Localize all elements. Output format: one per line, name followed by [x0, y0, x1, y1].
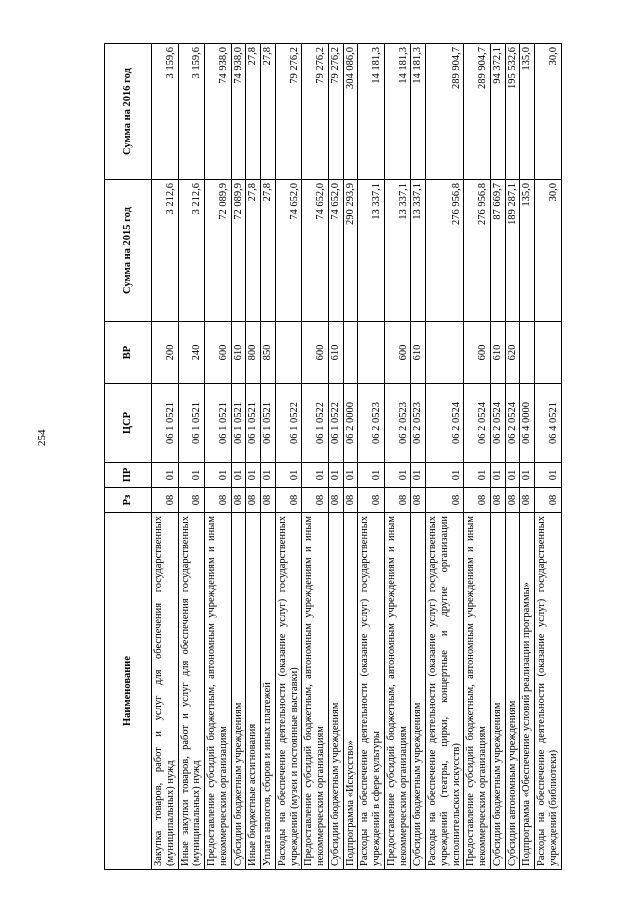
cell-csr: 06 1 0521 [231, 384, 246, 463]
cell-vr: 600 [302, 322, 329, 384]
cell-sum-2015: 74 652,0 [302, 180, 329, 322]
cell-vr [520, 322, 535, 384]
cell-rz: 08 [411, 488, 426, 513]
budget-table [104, 43, 562, 870]
cell-vr: 610 [231, 322, 246, 384]
cell-sum-2016: 3 159,6 [152, 44, 179, 180]
cell-rz: 08 [464, 488, 491, 513]
cell-rz: 08 [231, 488, 246, 513]
cell-csr: 06 2 0524 [426, 384, 464, 463]
table-row [231, 44, 246, 870]
cell-vr: 240 [178, 322, 205, 384]
cell-sum-2015: 3 212,6 [178, 180, 205, 322]
cell-csr: 06 1 0521 [261, 384, 276, 463]
table-row [464, 44, 491, 870]
cell-sum-2016: 195 532,6 [505, 44, 520, 180]
cell-sum-2016: 289 904,7 [464, 44, 491, 180]
cell-rz: 08 [302, 488, 329, 513]
cell-vr: 800 [246, 322, 261, 384]
cell-pr: 01 [426, 463, 464, 488]
cell-sum-2015: 135,0 [520, 180, 535, 322]
cell-csr: 06 1 0521 [178, 384, 205, 463]
cell-csr: 06 2 0524 [464, 384, 491, 463]
cell-sum-2015: 13 337,1 [384, 180, 411, 322]
table-row [152, 44, 179, 870]
cell-csr: 06 4 0521 [535, 384, 562, 463]
cell-pr: 01 [246, 463, 261, 488]
cell-name: Субсидии бюджетным учреждениям [328, 513, 343, 870]
table-row [535, 44, 562, 870]
table-row [343, 44, 358, 870]
cell-rz: 08 [261, 488, 276, 513]
table-row [302, 44, 329, 870]
cell-sum-2016: 14 181,3 [411, 44, 426, 180]
budget-table-container [104, 44, 576, 870]
cell-pr: 01 [178, 463, 205, 488]
cell-csr: 06 2 0000 [343, 384, 358, 463]
cell-sum-2016: 135,0 [520, 44, 535, 180]
cell-vr [358, 322, 385, 384]
cell-sum-2016: 3 159,6 [178, 44, 205, 180]
cell-sum-2016: 304 086,0 [343, 44, 358, 180]
cell-vr: 600 [205, 322, 232, 384]
cell-csr: 06 1 0521 [205, 384, 232, 463]
cell-rz: 08 [384, 488, 411, 513]
cell-rz: 08 [520, 488, 535, 513]
header-csr: ЦСР [105, 384, 152, 463]
cell-pr: 01 [343, 463, 358, 488]
header-pr: ПР [105, 463, 152, 488]
cell-sum-2016: 30,0 [535, 44, 562, 180]
header-rz: Рз [105, 488, 152, 513]
cell-sum-2015: 276 956,8 [426, 180, 464, 322]
cell-sum-2016: 27,8 [261, 44, 276, 180]
cell-pr: 01 [384, 463, 411, 488]
cell-name: Предоставление субсидий бюджетным, автономным учреждениям и иным некоммерческим организациям [384, 513, 411, 870]
cell-name: Подпрограмма «Искусство» [343, 513, 358, 870]
cell-name: Подпрограмма «Обеспечение условий реализации программы» [520, 513, 535, 870]
cell-csr: 06 2 0523 [358, 384, 385, 463]
cell-sum-2016: 14 181,3 [384, 44, 411, 180]
cell-vr: 610 [411, 322, 426, 384]
cell-vr [343, 322, 358, 384]
cell-sum-2015: 87 669,7 [490, 180, 505, 322]
cell-rz: 08 [343, 488, 358, 513]
cell-rz: 08 [426, 488, 464, 513]
header-name: Наименование [105, 513, 152, 870]
cell-vr: 850 [261, 322, 276, 384]
cell-pr: 01 [302, 463, 329, 488]
cell-sum-2016: 74 938,0 [231, 44, 246, 180]
table-row [246, 44, 261, 870]
cell-pr: 01 [490, 463, 505, 488]
cell-name: Уплата налогов, сборов и иных платежей [261, 513, 276, 870]
cell-pr: 01 [152, 463, 179, 488]
cell-pr: 01 [261, 463, 276, 488]
cell-name: Иные бюджетные ассигнования [246, 513, 261, 870]
cell-name: Субсидии бюджетным учреждениям [490, 513, 505, 870]
cell-pr: 01 [411, 463, 426, 488]
cell-sum-2015: 74 652,0 [328, 180, 343, 322]
cell-vr [535, 322, 562, 384]
cell-sum-2015: 276 956,8 [464, 180, 491, 322]
cell-rz: 08 [246, 488, 261, 513]
cell-csr: 06 1 0522 [328, 384, 343, 463]
cell-vr: 610 [328, 322, 343, 384]
cell-pr: 01 [464, 463, 491, 488]
table-row [505, 44, 520, 870]
cell-sum-2015: 189 287,1 [505, 180, 520, 322]
cell-vr: 200 [152, 322, 179, 384]
cell-csr: 06 2 0523 [384, 384, 411, 463]
cell-name: Иные закупки товаров, работ и услуг для обеспечения государственных (муниципальных) нужд [178, 513, 205, 870]
cell-csr: 06 2 0524 [490, 384, 505, 463]
cell-rz: 08 [152, 488, 179, 513]
cell-sum-2015: 72 089,9 [231, 180, 246, 322]
cell-sum-2015: 27,8 [261, 180, 276, 322]
table-row [261, 44, 276, 870]
cell-pr: 01 [275, 463, 302, 488]
table-row [205, 44, 232, 870]
cell-pr: 01 [358, 463, 385, 488]
page-number: 254 [36, 429, 48, 446]
cell-vr: 600 [464, 322, 491, 384]
header-sum-2015: Сумма на 2015 год [105, 180, 152, 322]
cell-pr: 01 [205, 463, 232, 488]
cell-sum-2015: 74 652,0 [275, 180, 302, 322]
cell-rz: 08 [328, 488, 343, 513]
cell-sum-2015: 72 089,9 [205, 180, 232, 322]
cell-name: Закупка товаров, работ и услуг для обеспечения государственных (муниципальных) нужд [152, 513, 179, 870]
table-row [426, 44, 464, 870]
table-row [178, 44, 205, 870]
cell-csr: 06 1 0522 [302, 384, 329, 463]
table-row [328, 44, 343, 870]
table-row [411, 44, 426, 870]
table-header-row [105, 44, 152, 870]
cell-name: Предоставление субсидий бюджетным, автономным учреждениям и иным некоммерческим организациям [464, 513, 491, 870]
cell-name: Расходы на обеспечение деятельности (оказание услуг) государственных учреждений (театры, цирки, концертные и другие организации исполнительских искусств) [426, 513, 464, 870]
cell-csr: 06 1 0522 [275, 384, 302, 463]
cell-vr: 610 [490, 322, 505, 384]
cell-csr: 06 1 0521 [246, 384, 261, 463]
header-vr: ВР [105, 322, 152, 384]
cell-name: Субсидии бюджетным учреждениям [411, 513, 426, 870]
cell-csr: 06 2 0523 [411, 384, 426, 463]
cell-name: Предоставление субсидий бюджетным, автономным учреждениям и иным некоммерческим организациям [302, 513, 329, 870]
cell-sum-2016: 79 276,2 [328, 44, 343, 180]
cell-sum-2016: 79 276,2 [302, 44, 329, 180]
cell-sum-2016: 289 904,7 [426, 44, 464, 180]
cell-csr: 06 2 0524 [505, 384, 520, 463]
cell-sum-2015: 13 337,1 [411, 180, 426, 322]
cell-csr: 06 4 0000 [520, 384, 535, 463]
cell-pr: 01 [328, 463, 343, 488]
cell-sum-2016: 94 372,1 [490, 44, 505, 180]
header-sum-2016: Сумма на 2016 год [105, 44, 152, 180]
cell-name: Расходы на обеспечение деятельности (оказание услуг) государственных учреждений (библиотеки) [535, 513, 562, 870]
cell-sum-2016: 79 276,2 [275, 44, 302, 180]
cell-sum-2016: 27,8 [246, 44, 261, 180]
cell-pr: 01 [505, 463, 520, 488]
cell-rz: 08 [205, 488, 232, 513]
cell-name: Субсидии автономным учреждениям [505, 513, 520, 870]
cell-name: Предоставление субсидий бюджетным, автономным учреждениям и иным некоммерческим организациям [205, 513, 232, 870]
cell-rz: 08 [358, 488, 385, 513]
cell-rz: 08 [178, 488, 205, 513]
cell-rz: 08 [505, 488, 520, 513]
cell-vr: 600 [384, 322, 411, 384]
cell-rz: 08 [275, 488, 302, 513]
cell-vr: 620 [505, 322, 520, 384]
cell-pr: 01 [231, 463, 246, 488]
cell-sum-2016: 14 181,3 [358, 44, 385, 180]
table-row [520, 44, 535, 870]
table-row [490, 44, 505, 870]
cell-sum-2015: 13 337,1 [358, 180, 385, 322]
cell-name: Расходы на обеспечение деятельности (оказание услуг) государственных учреждений (музеи и постоянные выставки) [275, 513, 302, 870]
cell-rz: 08 [490, 488, 505, 513]
cell-sum-2015: 290 293,9 [343, 180, 358, 322]
cell-vr [426, 322, 464, 384]
cell-sum-2016: 74 938,0 [205, 44, 232, 180]
cell-rz: 08 [535, 488, 562, 513]
cell-name: Субсидии бюджетным учреждениям [231, 513, 246, 870]
table-row [358, 44, 385, 870]
cell-name: Расходы на обеспечение деятельности (оказание услуг) государственных учреждений в сфере культуры [358, 513, 385, 870]
cell-sum-2015: 3 212,6 [152, 180, 179, 322]
cell-sum-2015: 27,8 [246, 180, 261, 322]
table-row [275, 44, 302, 870]
cell-csr: 06 1 0521 [152, 384, 179, 463]
cell-pr: 01 [535, 463, 562, 488]
table-row [384, 44, 411, 870]
cell-vr [275, 322, 302, 384]
cell-pr: 01 [520, 463, 535, 488]
cell-sum-2015: 30,0 [535, 180, 562, 322]
